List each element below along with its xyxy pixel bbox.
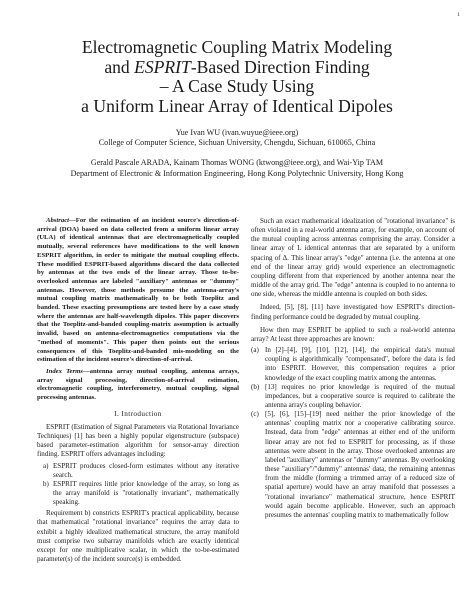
list-marker: (a) bbox=[251, 346, 259, 355]
title-esprit: ESPRIT bbox=[134, 56, 191, 77]
title-line-2-pre: and bbox=[104, 56, 135, 77]
advantages-list bbox=[37, 462, 239, 508]
section-heading-introduction: I. Introduction bbox=[114, 409, 162, 418]
list-item-text: ESPRIT produces closed-form estimates without any iterative search. bbox=[53, 461, 239, 479]
approaches-list bbox=[251, 346, 455, 520]
list-marker: b) bbox=[43, 479, 49, 488]
right-paragraph-1: Such an exact mathematical idealization of "rotational invariance" is often violated in a real-world antenna array, for example, on account of the mutual coupling across antennas comprising the array. Consider a linear array of L identical antennas that are separated by a uniform spacing of Δ. This linear array's "edge" antenna (i.e. the antenna at one end of the linear array grid) would experience an electromagnetic coupling different from that experienced by another antenna near the middle of the array grid. The "edge" antenna is coupled to no antenna to one side, whereas the middle antenna is coupled on both sides. bbox=[251, 217, 455, 299]
list-item bbox=[251, 410, 455, 520]
page-number: 1 bbox=[457, 12, 460, 18]
list-item bbox=[37, 462, 239, 480]
affiliation-2: Department of Electronic & Information Engineering, Hong Kong Polytechnic University, Hong Kong bbox=[70, 168, 404, 178]
right-paragraph-2: Indeed, [5], [8], [11] have investigated how ESPRIT's direction-finding performance could be degraded by mutual coupling. bbox=[251, 303, 455, 321]
list-marker: (b) bbox=[251, 382, 260, 391]
abstract-lead: Abstract bbox=[46, 217, 70, 224]
title-line-1: Electromagnetic Coupling Matrix Modeling bbox=[81, 37, 393, 57]
index-terms-text: —antenna array mutual coupling, antenna arrays, array signal processing, direction-of-arrival estimation, electromagnetic coupling, interferometry, mutual coupling, signal processing antennas. bbox=[37, 367, 239, 402]
list-item-text: [5], [6], [15]–[19] need neither the prior knowledge of the antennas' coupling matrix nor a cooperative calibrating source. Instead, data from "edge" antennas at either end of the uniform linear array are not fed to ESPRIT for processing, as if those antennas were absent in the array. Those overlooked antennas are labeled "auxiliary" antennas or "dummy" antennas. By overlooking these "auxiliary"/"dummy" antennas' data, the remaining antennas from the middle (forming a trimmed array of a reduced size of spatial aperture) would have an array manifold that possesses a "rotational invariance" mathematical structure, hence ESPRIT would again become applicable. However, such an approach presumes the antennas' coupling matrix to mathematically follow bbox=[265, 410, 455, 519]
right-column bbox=[251, 217, 455, 520]
title-line-2-post: -Based Direction Finding bbox=[190, 56, 370, 77]
author-line-1: Yue Ivan WU (ivan.wuyue@ieee.org) bbox=[175, 128, 299, 137]
list-item-text: ESPRIT requires little prior knowledge of the array, so long as the array manifold is "rotationally invariant", mathematically speaking. bbox=[53, 479, 239, 507]
right-paragraph-3: How then may ESPRIT be applied to such a real-world antenna array? At least three approaches are known: bbox=[251, 325, 455, 343]
affiliation-1: College of Computer Science, Sichuan University, Chengdu, Sichuan, 610065, China bbox=[98, 138, 376, 148]
left-column bbox=[37, 217, 239, 564]
title-line-3: – A Case Study Using bbox=[159, 76, 315, 97]
abstract bbox=[37, 217, 239, 365]
list-marker: a) bbox=[43, 461, 49, 470]
list-item bbox=[37, 480, 239, 507]
list-item bbox=[251, 383, 455, 410]
index-terms-lead: Index Terms bbox=[46, 367, 83, 375]
paper-title bbox=[0, 38, 474, 116]
list-item bbox=[251, 346, 455, 383]
author-gap bbox=[0, 148, 474, 158]
intro-paragraph-1: ESPRIT (Estimation of Signal Parameters via Rotational Invariance Techniques) [1] has been a highly popular eigenstructure (subspace) based parameter-estimation algorithm for sensor-array direction finding. ESPRIT offers advantages including: bbox=[37, 422, 239, 459]
abstract-text: —For the estimation of an incident source's direction-of-arrival (DOA) based on data collected from a uniform linear array (ULA) of identical antennas that are electromagnetically coupled mutually, several references have modifications to the well known ESPRIT algorithm, in order to mitigate the mutual coupling effects. These modified ESPRIT-based algorithms discard the data collected by antennas at the two ends of the linear array. Those to-be-overlooked antennas are labeled "auxiliary" antennas or "dummy" antennas. However, those methods presume the antenna-array's mutual coupling matrix mathematically to be both Toeplitz and banded. These exacting presumptions are tested here by a case study where the antennas are half-wavelength dipoles. This paper discovers that the Toeplitz-and-banded coupling-matrix assumption is actually invalid, based on antenna-electromagnetics computations via the "method of moments". This paper then points out the serious consequences of this Toeplitz-and-banded mis-modeling on the estimation of the incident source's direction-of-arrival. bbox=[37, 217, 239, 364]
intro-paragraph-2: Requirement b) constricts ESPRIT's practical applicability, because that mathematical "rotational invariance" requires the array data to exhibit a highly idealized mathematical structure, the array manifold must comprise two subarray manifolds which are exactly identical except for one multiplicative scalar, in which the to-be-estimated parameter(s) of the incident source(s) is embedded. bbox=[37, 509, 239, 564]
title-line-4: a Uniform Linear Array of Identical Dipoles bbox=[81, 95, 393, 116]
author-block bbox=[0, 128, 474, 179]
title-line-2 bbox=[0, 58, 474, 78]
list-item-text: [13] requires no prior knowledge is required of the mutual impedances, but a cooperative source is required to calibrate the antenna array's coupling behavior. bbox=[265, 382, 455, 409]
index-terms bbox=[37, 368, 239, 403]
list-marker: (c) bbox=[251, 410, 259, 419]
author-line-2: Gerald Pascale ARADA, Kainam Thomas WONG (ktwong@ieee.org), and Wai-Yip TAM bbox=[90, 158, 384, 168]
list-item-text: In [2]–[4], [9], [10], [12], [14], the empirical data's mutual coupling is algorithmically "compensated", before the data is fed into ESPRIT. However, this compensation requires a prior knowledge of the exact coupling matrix among the antennas. bbox=[265, 346, 455, 382]
